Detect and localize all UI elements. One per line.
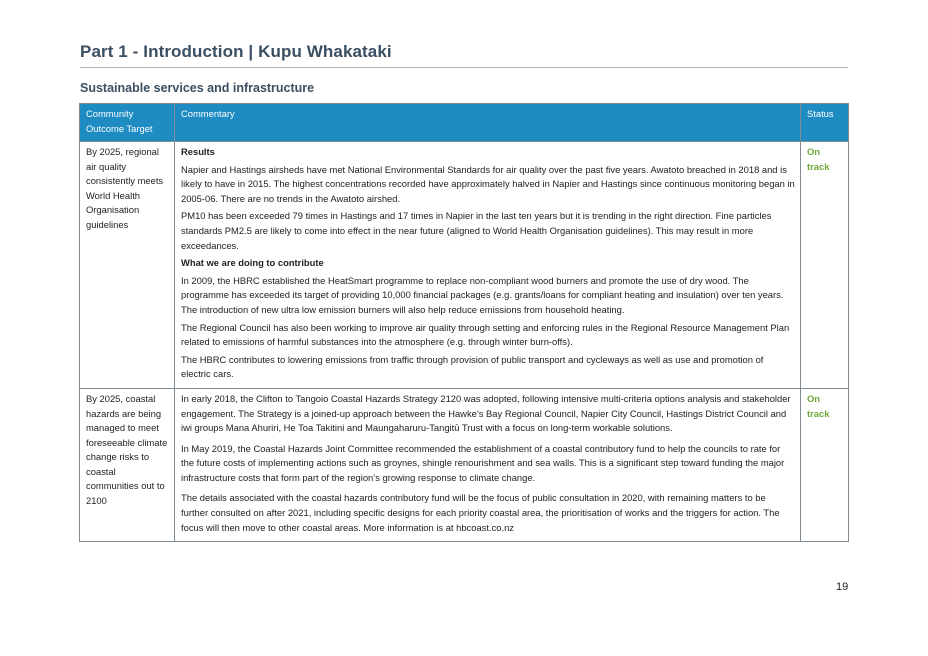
page-title: Part 1 - Introduction | Kupu Whakataki	[80, 42, 392, 61]
commentary-paragraph: In May 2019, the Coastal Hazards Joint Committee recommended the establishment of a coastal contributory fund to help the councils to rate for the future costs of implementing actions such as groynes, shingle renourishment and sea walls. This is a significant step toward funding the major infrastructure costs that form part of the region’s growing response to climate change.	[181, 442, 785, 483]
commentary-paragraph: In 2009, the HBRC established the HeatSmart programme to replace non-compliant wood burners and promote the use of dry wood. The programme has exceeded its target of providing 10,000 financial packages (e.g. grants/loans for compliant heating and insulation) over ten years. The introduction of new ultra low emission burners will also help reduce emissions from household heating.	[181, 274, 784, 315]
commentary-paragraph: The Regional Council has also been working to improve air quality through setting and enforcing rules in the Regional Resource Management Plan related to emissions of harmful substances into the atmosphere (e.g. through winter burn-offs).	[181, 321, 790, 348]
commentary-paragraph: PM10 has been exceeded 79 times in Hastings and 17 times in Napier in the last ten years but it is trending in the right direction. Fine particles standards PM2.5 are likely to come into effect in the near future (aligned to World Health Organisation guidelines). This may result in more exceedances.	[181, 210, 772, 251]
table-row	[80, 388, 849, 541]
outcomes-table	[79, 103, 849, 542]
page-number: 19	[836, 581, 849, 593]
column-header-status: Status	[801, 104, 849, 142]
commentary-paragraph: The HBRC contributes to lowering emissions from traffic through provision of public transport and cycleways as well as use and promotion of electric cars.	[181, 353, 764, 380]
outcome-target: By 2025, regional air quality consistently meets World Health Organisation guidelines	[80, 142, 175, 389]
commentary-paragraph: Napier and Hastings airsheds have met National Environmental Standards for air quality over the past five years. Awatoto breached in 2018 and is likely to have in 2015. The highest concentrations recorded have approximately halved in Napier and Hastings since continuous monitoring began in 2005-06. There are no trends in the Awatoto airshed.	[181, 163, 795, 204]
commentary-cell	[175, 388, 801, 541]
outcome-target: By 2025, coastal hazards are being managed to meet foreseeable climate change risks to coastal communities out to 2100	[80, 388, 175, 541]
contribute-heading: What we are doing to contribute	[181, 257, 324, 269]
title-divider	[80, 67, 848, 68]
commentary-cell	[175, 142, 801, 389]
table-row	[80, 142, 849, 389]
commentary-paragraph: In early 2018, the Clifton to Tangoio Coastal Hazards Strategy 2120 was adopted, following intensive multi-criteria options analysis and stakeholder engagement. The Strategy is a joined-up approach between the Hawke’s Bay Regional Council, Napier City Council, Hastings District Council and iwi groups Mana Ahuriri, He Toa Takitini and Maungaharuru-Tangitū Trust with a focus on long-term workable solutions.	[181, 392, 791, 434]
column-header-commentary: Commentary	[175, 104, 801, 142]
section-subtitle: Sustainable services and infrastructure	[80, 81, 315, 95]
status-badge: On track	[801, 388, 849, 541]
status-badge: On track	[801, 142, 849, 389]
table-header-row	[80, 104, 849, 142]
column-header-target: Community Outcome Target	[80, 104, 175, 142]
commentary-paragraph: The details associated with the coastal hazards contributory fund will be the focus of public consultation in 2020, with remaining matters to be further consulted on after 2021, including specific designs for each priority coastal area, the prioritisation of works and the triggers for action. The focus will then move to other coastal areas. More information is at hbcoast.co.nz	[181, 492, 780, 533]
results-heading: Results	[181, 146, 215, 157]
